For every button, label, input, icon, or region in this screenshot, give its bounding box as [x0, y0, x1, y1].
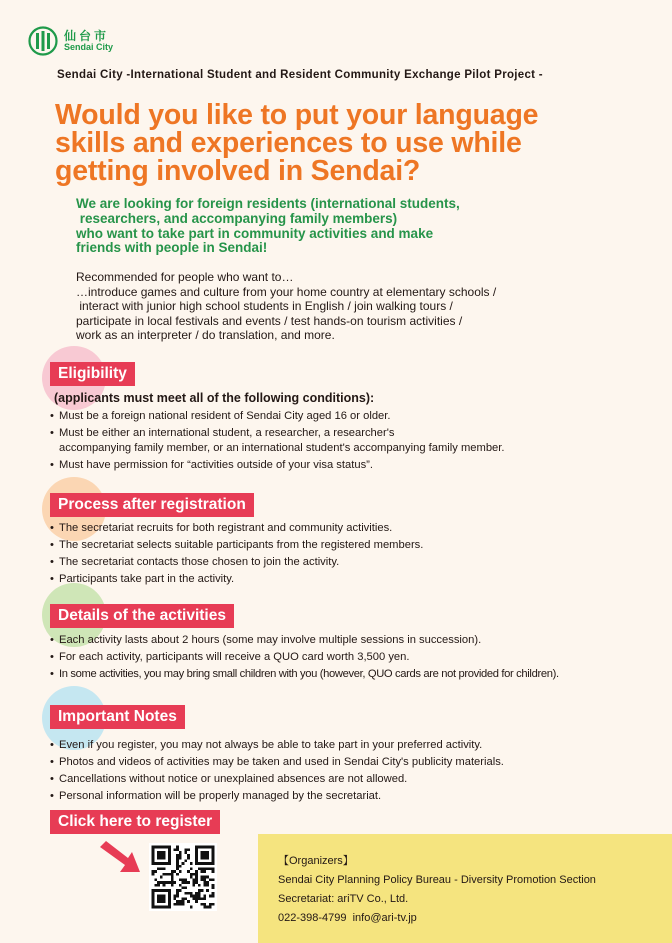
list-item: • The secretariat selects suitable participants from the registered members. [50, 539, 424, 551]
headline [55, 101, 635, 185]
list-item: • The secretariat recruits for both registrant and community activities. [50, 522, 393, 534]
list-item: • In some activities, you may bring small children with you (however, QUO cards are not provided for children). [50, 668, 559, 680]
list-item: • Must be either an international student, a researcher, a researcher's accompanying family member, or an international student's accompanying family member. [50, 427, 505, 454]
subheading-line: who want to take part in community activities and make [76, 225, 434, 241]
recommend-line: work as an interpreter / do translation, and more. [76, 328, 335, 343]
process-heading: Process after registration [50, 493, 254, 517]
subheading-line: We are looking for foreign residents (international students, [76, 196, 460, 211]
headline-line: getting involved in Sendai? [55, 155, 421, 187]
eligibility-list [50, 409, 660, 475]
list-item: • For each activity, participants will receive a QUO card worth 3,500 yen. [50, 651, 410, 663]
organizers-heading: 【Organizers】 [278, 855, 354, 867]
project-title: Sendai City -International Student and Resident Community Exchange Pilot Project - [57, 69, 543, 81]
details-list [50, 633, 660, 684]
eligibility-note: (applicants must meet all of the following conditions): [54, 391, 375, 405]
subheading [76, 197, 616, 256]
list-item: • Photos and videos of activities may be taken and used in Sendai City's publicity materials. [50, 756, 504, 768]
qr-code-icon[interactable] [149, 843, 217, 911]
arrow-right-icon [98, 838, 148, 878]
list-item: • Must have permission for “activities outside of your visa status”. [50, 458, 373, 471]
recommend-line: …introduce games and culture from your home country at elementary schools / [76, 284, 497, 299]
subheading-line: friends with people in Sendai! [76, 240, 268, 256]
list-item: • Even if you register, you may not always be able to take part in your preferred activity. [50, 739, 483, 751]
notes-list [50, 738, 660, 806]
headline-line: skills and experiences to use while [55, 127, 522, 159]
recommend-line: Recommended for people who want to… [76, 270, 294, 284]
recommend-line: interact with junior high school students in English / join walking tours / [76, 299, 453, 314]
list-item: • Must be a foreign national resident of Sendai City aged 16 or older. [50, 410, 391, 422]
organizers-bureau: Sendai City Planning Policy Bureau - Diversity Promotion Section [278, 874, 596, 886]
list-item: • Each activity lasts about 2 hours (some may involve multiple sessions in succession). [50, 634, 482, 646]
organizers-secretariat: Secretariat: ariTV Co., Ltd. [278, 893, 409, 905]
process-list [50, 521, 660, 589]
logo-japanese: 仙台市 [64, 28, 110, 43]
details-heading: Details of the activities [50, 604, 234, 628]
recommend-line: participate in local festivals and events / test hands-on tourism activities / [76, 313, 463, 328]
sendai-city-logo-icon [28, 26, 58, 56]
subheading-line: researchers, and accompanying family members) [76, 210, 398, 226]
organizers-contact: 022-398-4799 info@ari-tv.jp [278, 912, 417, 924]
register-link[interactable]: Click here to register [50, 810, 220, 834]
notes-heading: Important Notes [50, 705, 185, 729]
list-item: • Personal information will be properly managed by the secretariat. [50, 790, 382, 802]
headline-line: Would you like to put your language [55, 99, 539, 131]
list-item: • Participants take part in the activity. [50, 573, 235, 585]
eligibility-heading: Eligibility [50, 362, 135, 386]
recommendation-text [76, 270, 636, 343]
organizers-box [258, 834, 672, 943]
list-item: • Cancellations without notice or unexplained absences are not allowed. [50, 773, 408, 785]
logo-english: Sendai City [64, 41, 114, 52]
sendai-city-logo [28, 26, 113, 56]
list-item: • The secretariat contacts those chosen to join the activity. [50, 556, 340, 568]
